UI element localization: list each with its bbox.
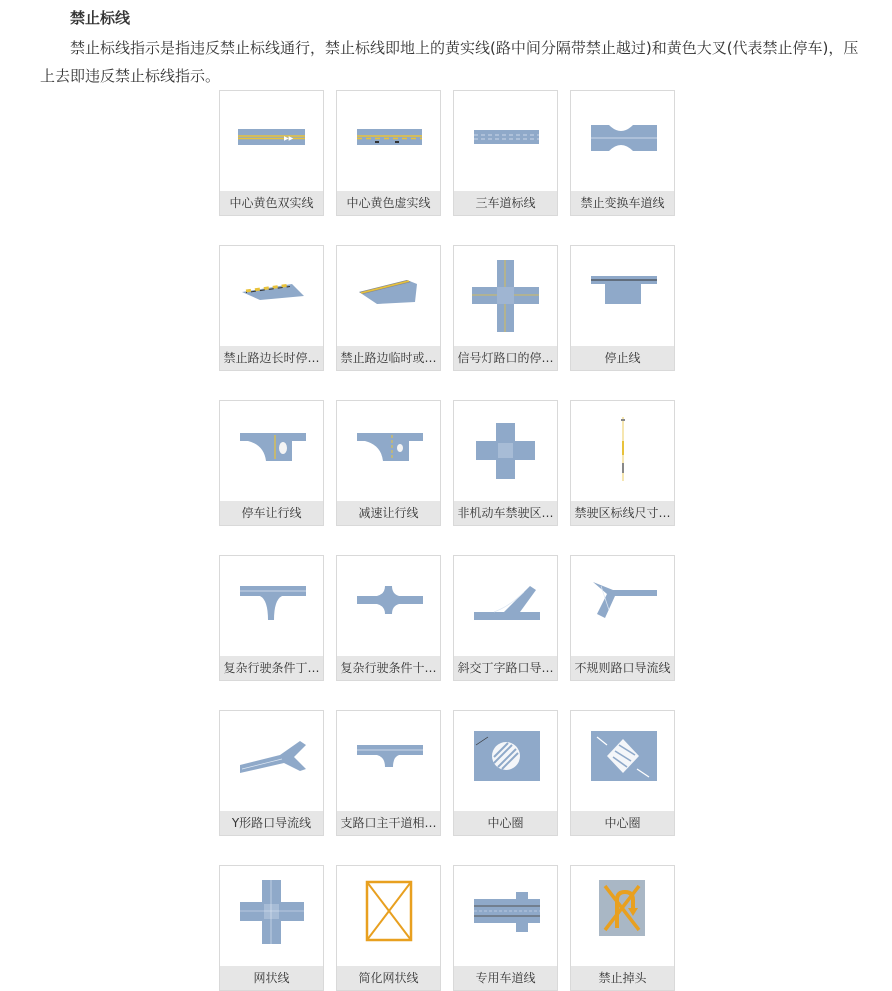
- three-lane-marking-icon: [454, 91, 557, 191]
- marking-card[interactable]: [219, 90, 324, 216]
- marking-caption: 禁驶区标线尺寸…: [571, 501, 674, 525]
- oblique-t-junction-icon: [454, 556, 557, 656]
- no-u-turn-icon: [571, 866, 674, 966]
- marking-card[interactable]: [453, 400, 558, 526]
- grid-line-icon: [220, 866, 323, 966]
- marking-card[interactable]: [336, 245, 441, 371]
- marking-card[interactable]: [570, 400, 675, 526]
- marking-card[interactable]: [453, 555, 558, 681]
- double-yellow-line-icon: [220, 91, 323, 191]
- marking-caption: Y形路口导流线: [220, 811, 323, 835]
- marking-card[interactable]: [219, 710, 324, 836]
- marking-card[interactable]: [570, 555, 675, 681]
- marking-caption: 停止线: [571, 346, 674, 370]
- marking-caption: 中心黄色虚实线: [337, 191, 440, 215]
- marking-card[interactable]: [453, 90, 558, 216]
- complex-cross-junction-icon: [337, 556, 440, 656]
- marking-caption: 复杂行驶条件丁…: [220, 656, 323, 680]
- marking-caption: 网状线: [220, 966, 323, 990]
- slow-yield-line-icon: [337, 401, 440, 501]
- marking-caption: 禁止变换车道线: [571, 191, 674, 215]
- marking-card[interactable]: [219, 245, 324, 371]
- marking-caption: 非机动车禁驶区…: [454, 501, 557, 525]
- marking-caption: 不规则路口导流线: [571, 656, 674, 680]
- complex-t-junction-icon: [220, 556, 323, 656]
- no-temporary-parking-icon: [337, 246, 440, 346]
- marking-caption: 中心圈: [454, 811, 557, 835]
- marking-grid: [219, 90, 679, 991]
- non-motor-no-entry-icon: [454, 401, 557, 501]
- dashed-solid-yellow-line-icon: [337, 91, 440, 191]
- irregular-junction-icon: [571, 556, 674, 656]
- marking-card[interactable]: [336, 710, 441, 836]
- marking-caption: 减速让行线: [337, 501, 440, 525]
- svg-text:▶▶: ▶▶: [284, 135, 294, 142]
- center-circle-icon: [454, 711, 557, 811]
- marking-card[interactable]: [336, 865, 441, 991]
- marking-caption: 停车让行线: [220, 501, 323, 525]
- signal-intersection-stop-icon: [454, 246, 557, 346]
- marking-caption: 简化网状线: [337, 966, 440, 990]
- marking-caption: 禁止路边临时或…: [337, 346, 440, 370]
- marking-card[interactable]: [570, 90, 675, 216]
- dedicated-lane-icon: [454, 866, 557, 966]
- stop-yield-line-icon: [220, 401, 323, 501]
- marking-caption: 信号灯路口的停…: [454, 346, 557, 370]
- section-paragraph: 禁止标线指示是指违反禁止标线通行，禁止标线即地上的黄实线(路中间分隔带禁止越过)和黄色大叉(代表禁止停车)，压上去即违反禁止标线指示。: [40, 39, 859, 85]
- marking-card[interactable]: [219, 865, 324, 991]
- marking-caption: 斜交丁字路口导…: [454, 656, 557, 680]
- center-circle-diamond-icon: [571, 711, 674, 811]
- simplified-grid-line-icon: [337, 866, 440, 966]
- marking-card[interactable]: [570, 865, 675, 991]
- marking-caption: 支路口主干道相…: [337, 811, 440, 835]
- marking-caption: 禁止掉头: [571, 966, 674, 990]
- marking-card[interactable]: [453, 710, 558, 836]
- marking-card[interactable]: [570, 710, 675, 836]
- marking-card[interactable]: [570, 245, 675, 371]
- marking-caption: 中心圈: [571, 811, 674, 835]
- marking-card[interactable]: [453, 865, 558, 991]
- marking-card[interactable]: [336, 90, 441, 216]
- marking-caption: 复杂行驶条件十…: [337, 656, 440, 680]
- stop-line-icon: [571, 246, 674, 346]
- marking-card[interactable]: [219, 400, 324, 526]
- branch-main-road-icon: [337, 711, 440, 811]
- marking-card[interactable]: [219, 555, 324, 681]
- no-long-parking-icon: [220, 246, 323, 346]
- no-lane-change-icon: [571, 91, 674, 191]
- y-junction-icon: [220, 711, 323, 811]
- marking-caption: 三车道标线: [454, 191, 557, 215]
- marking-card[interactable]: [336, 555, 441, 681]
- marking-caption: 中心黄色双实线: [220, 191, 323, 215]
- section-heading: 禁止标线: [70, 9, 131, 27]
- no-entry-zone-size-icon: [571, 401, 674, 501]
- marking-card[interactable]: [336, 400, 441, 526]
- marking-card[interactable]: [453, 245, 558, 371]
- marking-caption: 专用车道线: [454, 966, 557, 990]
- marking-caption: 禁止路边长时停…: [220, 346, 323, 370]
